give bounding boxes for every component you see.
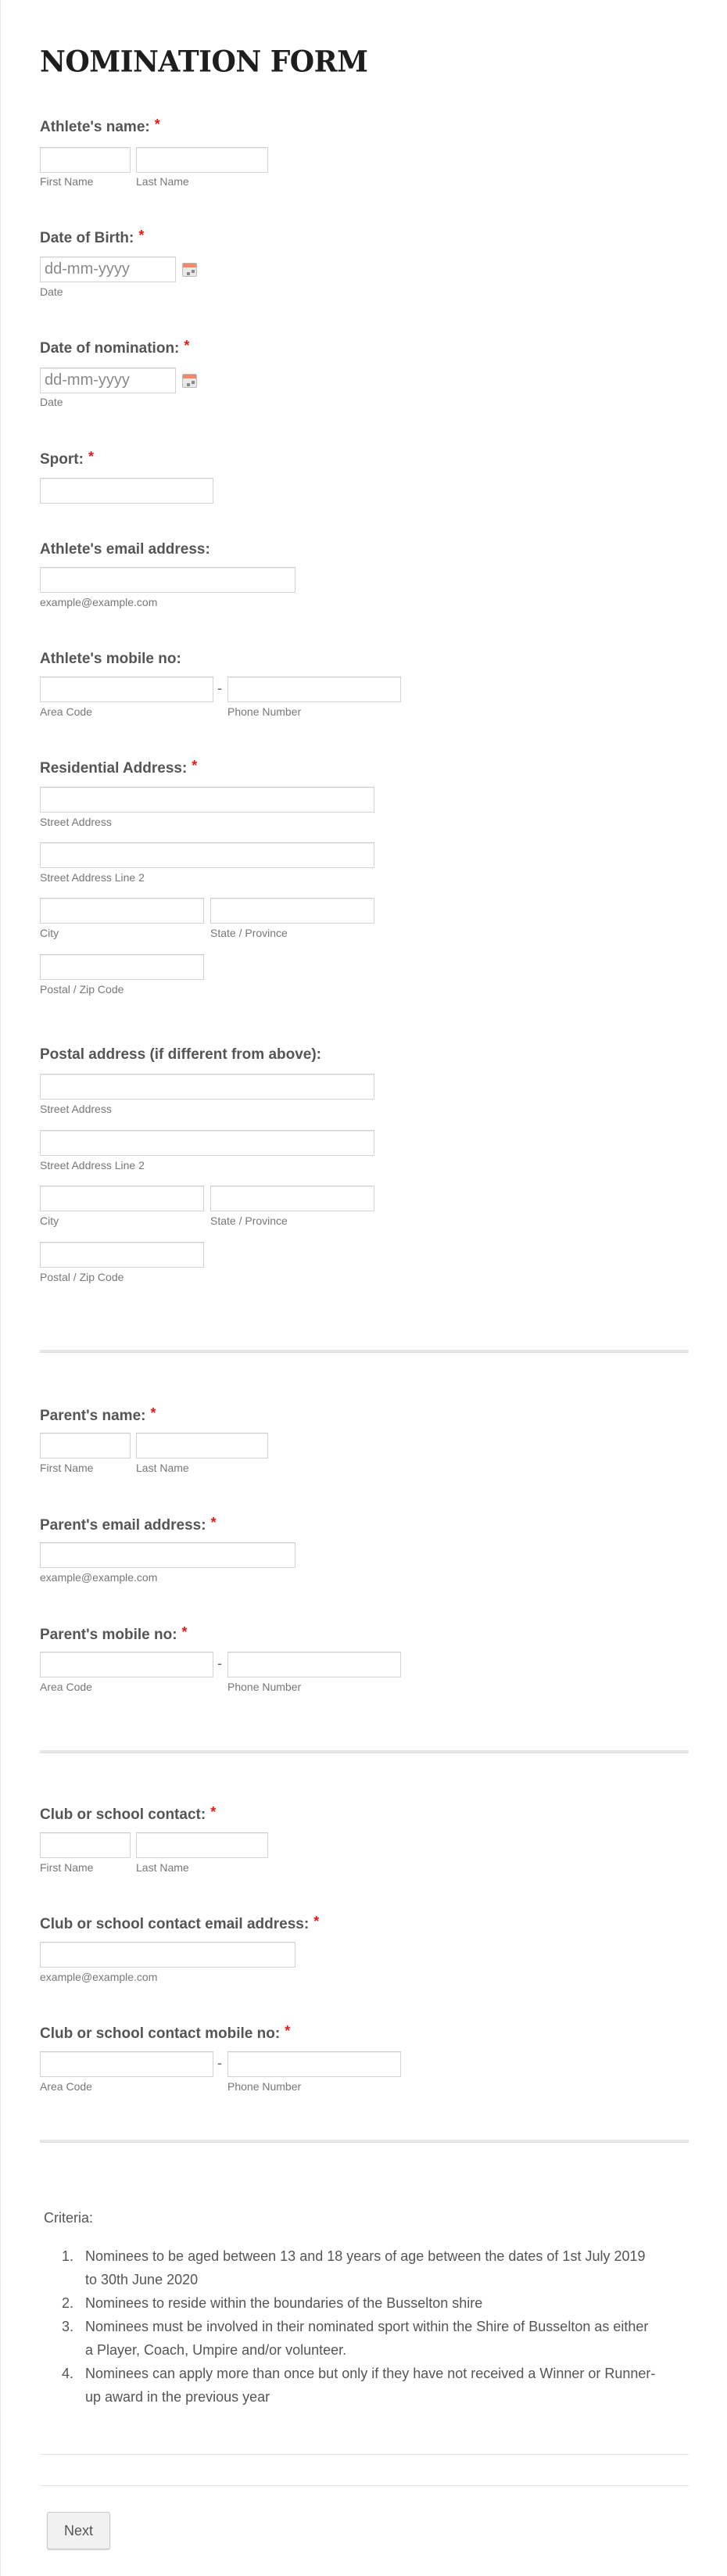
phone-separator: -: [217, 2055, 222, 2071]
zip-sublabel: Postal / Zip Code: [40, 1271, 124, 1283]
residential-state-input[interactable]: [210, 898, 374, 924]
dob-sublabel: Date: [40, 285, 63, 298]
first-name-sublabel: First Name: [40, 175, 94, 188]
postal-zip-input[interactable]: [40, 1242, 204, 1268]
postal-street2-input[interactable]: [40, 1130, 374, 1156]
postal-city-input[interactable]: [40, 1186, 204, 1211]
parent-email-input[interactable]: [40, 1542, 295, 1568]
email-sublabel: example@example.com: [40, 1971, 158, 1983]
residential-address-label: Residential Address: *: [40, 758, 198, 777]
section-divider: [40, 1750, 689, 1753]
parent-phone-number-input[interactable]: [227, 1652, 401, 1677]
form-title: NOMINATION FORM: [40, 44, 368, 80]
residential-city-input[interactable]: [40, 898, 204, 924]
zip-sublabel: Postal / Zip Code: [40, 983, 124, 996]
postal-state-input[interactable]: [210, 1186, 374, 1211]
parent-name-label: Parent's name: *: [40, 1405, 156, 1424]
postal-address-label: Postal address (if different from above):: [40, 1046, 322, 1063]
club-mobile-label: Club or school contact mobile no: *: [40, 2023, 291, 2042]
parent-email-label: Parent's email address: *: [40, 1515, 217, 1534]
athlete-email-input[interactable]: [40, 567, 295, 593]
state-sublabel: State / Province: [210, 927, 288, 939]
dob-label: Date of Birth: *: [40, 228, 145, 246]
street-sublabel: Street Address: [40, 1103, 112, 1115]
athlete-phone-number-input[interactable]: [227, 676, 401, 702]
required-marker: *: [150, 1405, 156, 1421]
phone-separator: -: [217, 680, 222, 696]
last-name-sublabel: Last Name: [136, 175, 189, 188]
athlete-first-name-input[interactable]: [40, 147, 131, 173]
phone-number-sublabel: Phone Number: [227, 705, 302, 718]
street-sublabel: Street Address: [40, 816, 112, 828]
criteria-item: 4. Nominees can apply more than once but only if they have not received a Winner or Runner-up award in the previous year: [62, 2366, 656, 2405]
first-name-sublabel: First Name: [40, 1462, 94, 1474]
club-first-name-input[interactable]: [40, 1832, 131, 1858]
required-marker: *: [184, 338, 190, 353]
required-marker: *: [313, 1914, 320, 1929]
next-button[interactable]: Next: [47, 2512, 110, 2549]
criteria-item: 2. Nominees to reside within the boundaries of the Busselton shire: [62, 2295, 483, 2311]
residential-street-input[interactable]: [40, 787, 374, 813]
street2-sublabel: Street Address Line 2: [40, 871, 145, 884]
residential-street2-input[interactable]: [40, 842, 374, 868]
area-code-sublabel: Area Code: [40, 2080, 92, 2093]
last-name-sublabel: Last Name: [136, 1861, 189, 1874]
parent-area-code-input[interactable]: [40, 1652, 213, 1677]
calendar-icon[interactable]: [182, 263, 197, 277]
last-name-sublabel: Last Name: [136, 1462, 189, 1474]
athlete-name-label: Athlete's name: *: [40, 117, 160, 135]
email-sublabel: example@example.com: [40, 596, 158, 608]
email-sublabel: example@example.com: [40, 1571, 158, 1584]
footer-divider: [40, 2454, 689, 2455]
athlete-email-label: Athlete's email address:: [40, 541, 210, 558]
dob-input[interactable]: [40, 257, 176, 282]
city-sublabel: City: [40, 927, 59, 939]
criteria-item: 1. Nominees to be aged between 13 and 18 years of age between the dates of 1st July 2019 to 30th June 2020: [62, 2248, 646, 2287]
residential-zip-input[interactable]: [40, 954, 204, 980]
athlete-area-code-input[interactable]: [40, 676, 213, 702]
area-code-sublabel: Area Code: [40, 1681, 92, 1693]
footer-divider: [40, 2485, 689, 2486]
postal-street-input[interactable]: [40, 1074, 374, 1100]
parent-last-name-input[interactable]: [136, 1433, 268, 1458]
sport-input[interactable]: [40, 478, 213, 504]
first-name-sublabel: First Name: [40, 1861, 94, 1874]
street2-sublabel: Street Address Line 2: [40, 1159, 145, 1171]
club-area-code-input[interactable]: [40, 2051, 213, 2077]
club-last-name-input[interactable]: [136, 1832, 268, 1858]
criteria-heading: Criteria:: [44, 2210, 94, 2226]
section-divider: [40, 1350, 689, 1353]
required-marker: *: [154, 117, 160, 132]
phone-number-sublabel: Phone Number: [227, 1681, 302, 1693]
section-divider: [40, 2140, 689, 2143]
calendar-icon[interactable]: [182, 374, 197, 388]
parent-first-name-input[interactable]: [40, 1433, 131, 1458]
required-marker: *: [181, 1624, 188, 1640]
club-email-input[interactable]: [40, 1942, 295, 1968]
club-contact-label: Club or school contact: *: [40, 1804, 217, 1823]
criteria-list: [40, 2244, 657, 2409]
state-sublabel: State / Province: [210, 1214, 288, 1227]
required-marker: *: [192, 758, 198, 773]
phone-number-sublabel: Phone Number: [227, 2080, 302, 2093]
nomination-date-sublabel: Date: [40, 396, 63, 408]
required-marker: *: [210, 1804, 217, 1820]
city-sublabel: City: [40, 1214, 59, 1227]
criteria-item: 3. Nominees must be involved in their nominated sport within the Shire of Busselton as either a Player, Coach, Umpire and/or volunteer.: [62, 2319, 649, 2358]
club-email-label: Club or school contact email address: *: [40, 1914, 320, 1932]
required-marker: *: [285, 2023, 291, 2039]
area-code-sublabel: Area Code: [40, 705, 92, 718]
nomination-date-input[interactable]: [40, 368, 176, 393]
phone-separator: -: [217, 1656, 222, 1671]
required-marker: *: [210, 1515, 217, 1530]
club-phone-number-input[interactable]: [227, 2051, 401, 2077]
parent-mobile-label: Parent's mobile no: *: [40, 1624, 188, 1643]
athlete-last-name-input[interactable]: [136, 147, 268, 173]
required-marker: *: [138, 228, 145, 243]
athlete-mobile-label: Athlete's mobile no:: [40, 651, 181, 667]
required-marker: *: [88, 449, 94, 465]
nomination-date-label: Date of nomination: *: [40, 338, 190, 357]
sport-label: Sport: *: [40, 449, 94, 468]
